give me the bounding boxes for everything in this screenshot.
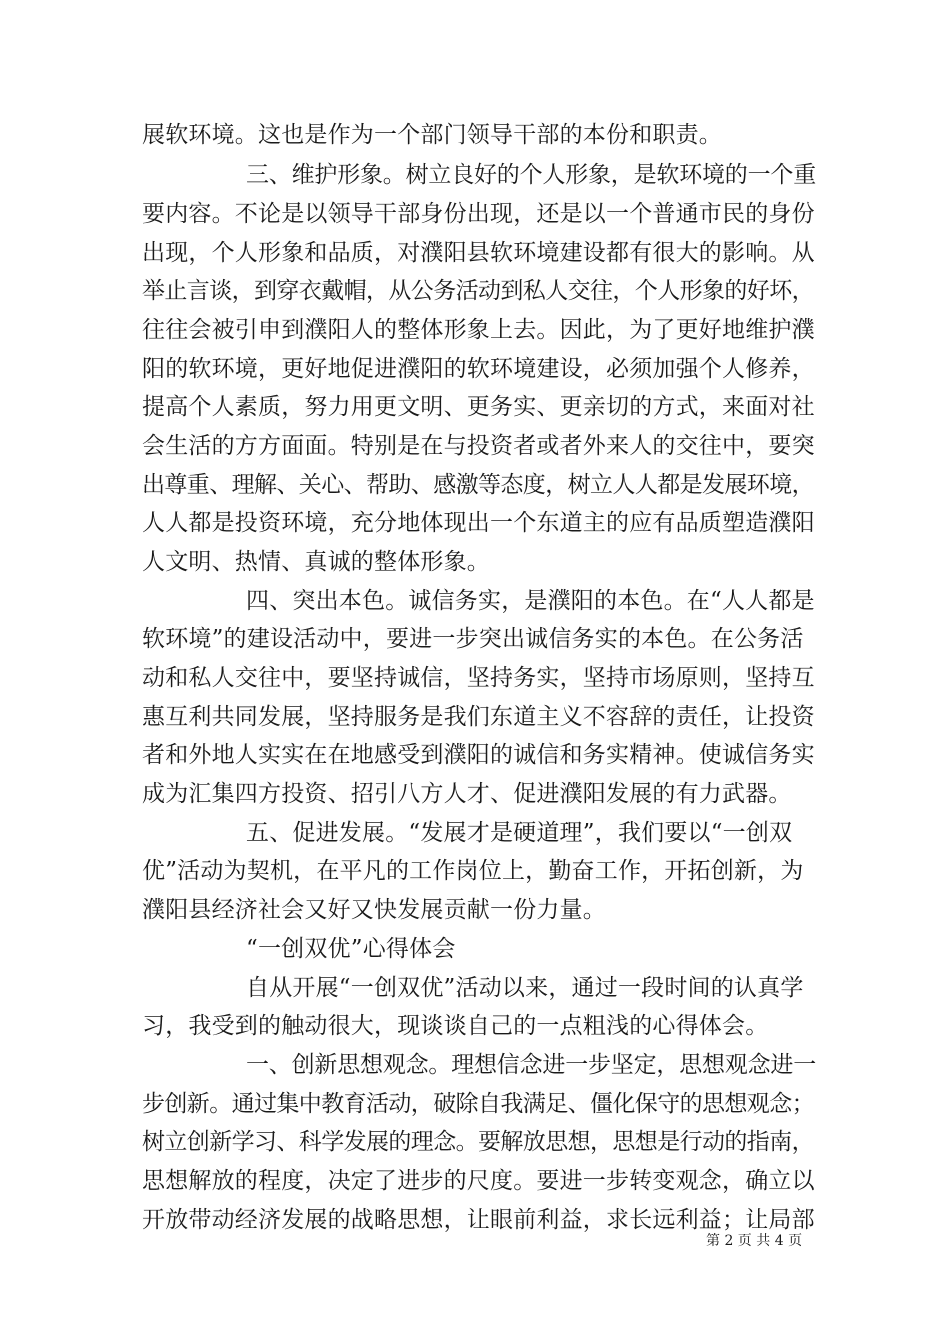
text-line: 举止言谈，到穿衣戴帽，从公务活动到私人交往，个人形象的好坏， — [142, 278, 815, 304]
section-heading-line: 一、创新思想观念。理想信念进一步坚定，思想观念进一 — [246, 1052, 817, 1078]
text-line: 会生活的方方面面。特别是在与投资者或者外来人的交往中，要突 — [142, 433, 815, 459]
text-line: 自从开展“一创双优”活动以来，通过一段时间的认真学 — [246, 975, 804, 1001]
text-line: 动和私人交往中，要坚持诚信，坚持务实，坚持市场原则，坚持互 — [142, 665, 815, 691]
text-line: 树立创新学习、科学发展的理念。要解放思想，思想是行动的指南， — [142, 1129, 815, 1155]
article-title: “一创双优”心得体会 — [246, 936, 456, 962]
text-line: 人人都是投资环境，充分地体现出一个东道主的应有品质塑造濮阳 — [142, 510, 815, 536]
text-line: 出现，个人形象和品质，对濮阳县软环境建设都有很大的影响。从 — [142, 240, 815, 266]
text-line: 濮阳县经济社会又好又快发展贡献一份力量。 — [142, 897, 606, 923]
text-line: 者和外地人实实在在地感受到濮阳的诚信和务实精神。使诚信务实 — [142, 742, 815, 768]
text-line: 要内容。不论是以领导干部身份出现，还是以一个普通市民的身份 — [142, 201, 815, 227]
text-line: 提高个人素质，努力用更文明、更务实、更亲切的方式，来面对社 — [142, 394, 815, 420]
section-heading-line: 三、维护形象。树立良好的个人形象，是软环境的一个重 — [246, 162, 817, 188]
section-heading-line: 五、促进发展。“发展才是硬道理”，我们要以“一创双 — [246, 820, 793, 846]
text-line: 习，我受到的触动很大，现谈谈自己的一点粗浅的心得体会。 — [142, 1013, 769, 1039]
text-line: 阳的软环境，更好地促进濮阳的软环境建设，必须加强个人修养， — [142, 356, 815, 382]
text-line: 成为汇集四方投资、招引八方人才、促进濮阳发展的有力武器。 — [142, 781, 792, 807]
text-line: 出尊重、理解、关心、帮助、感激等态度，树立人人都是发展环境， — [142, 472, 815, 498]
section-heading-line: 四、突出本色。诚信务实，是濮阳的本色。在“人人都是 — [246, 588, 815, 614]
text-line: 思想解放的程度，决定了进步的尺度。要进一步转变观念，确立以 — [142, 1168, 815, 1194]
text-line: 人文明、热情、真诚的整体形象。 — [142, 549, 490, 575]
text-line: 步创新。通过集中教育活动，破除自我满足、僵化保守的思想观念； — [142, 1091, 815, 1117]
text-line: 软环境”的建设活动中，要进一步突出诚信务实的本色。在公务活 — [142, 626, 804, 652]
page-number-footer: 第 2 页 共 4 页 — [706, 1233, 803, 1249]
text-line: 惠互利共同发展，坚持服务是我们东道主义不容辞的责任，让投资 — [142, 704, 815, 730]
text-line: 展软环境。这也是作为一个部门领导干部的本份和职责。 — [142, 122, 722, 148]
text-line: 优”活动为契机，在平凡的工作岗位上，勤奋工作，开拓创新，为 — [142, 858, 804, 884]
text-line: 往往会被引申到濮阳人的整体形象上去。因此，为了更好地维护濮 — [142, 317, 815, 343]
text-line: 开放带动经济发展的战略思想，让眼前利益，求长远利益；让局部 — [142, 1207, 815, 1233]
